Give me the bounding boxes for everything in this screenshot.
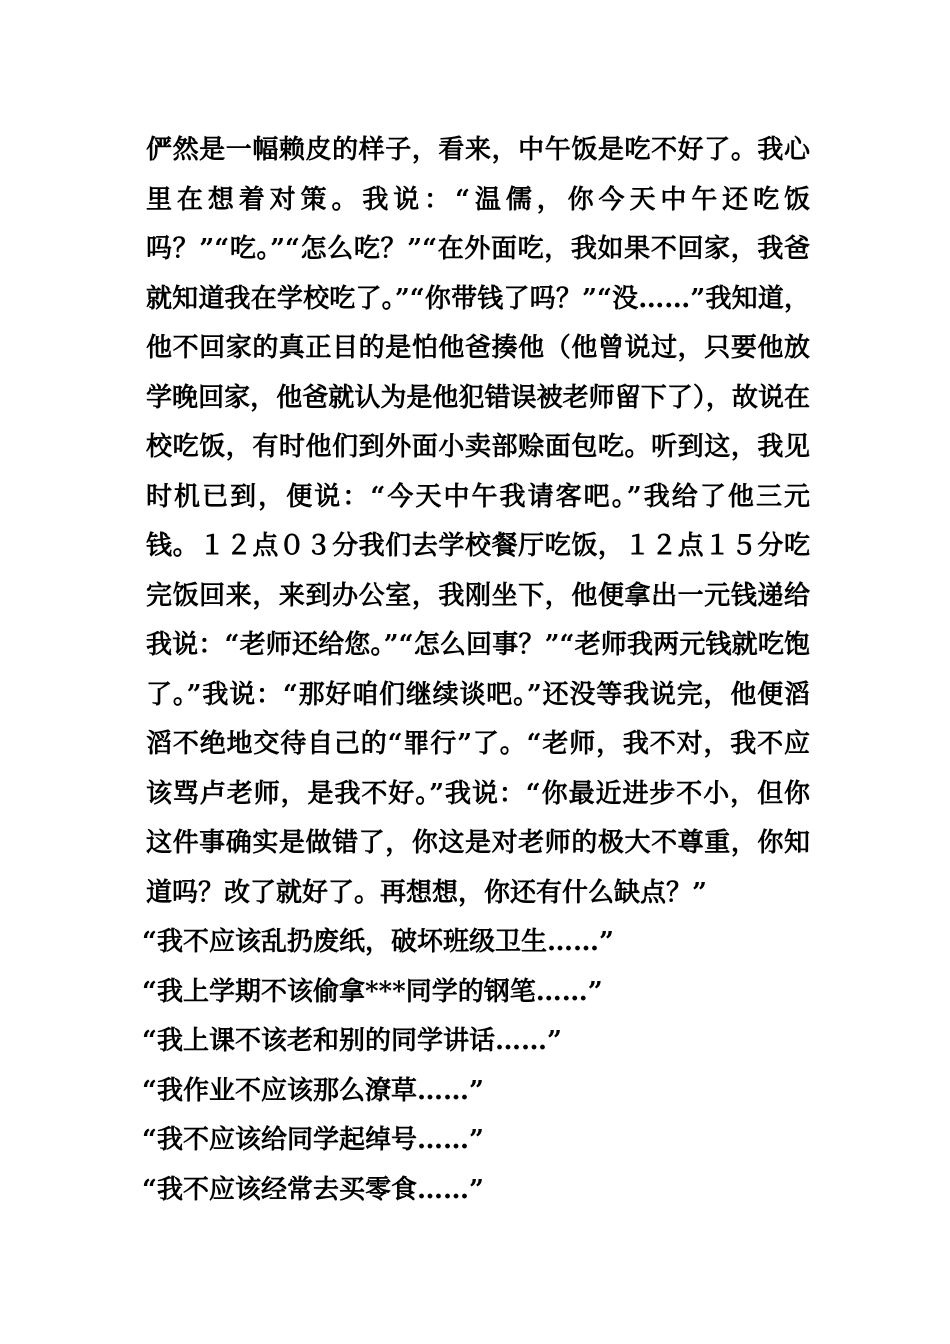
dialogue-line: “我上课不该老和别的同学讲话……” — [142, 1026, 562, 1056]
dialogue-line: “我不应该乱扔废纸，破坏班级卫生……” — [142, 927, 614, 957]
dialogue-line: “我上学期不该偷拿***同学的钢笔……” — [142, 976, 603, 1007]
dialogue-line: “我不应该给同学起绰号……” — [142, 1125, 484, 1155]
main-paragraph: 俨然是一幅赖皮的样子，看来，中午饭是吃不好了。我心里在想着对策。我说：“温儒，你今天中午还吃饭吗？”“吃。”“怎么吃？”“在外面吃，我如果不回家，我爸就知道我在学校吃了。”“你带钱了吗？”“没……”我知道，他不回家的真正目的是怕他爸揍他（他曾说过，只要他放学晚回家，他爸就认为是他犯错误被老师留下了），故说在校吃饭，有时他们到外面小卖部赊面包吃。听到这，我见时机已到，便说：“今天中午我请客吧。”我给了他三元钱。１２点０３分我们去学校餐厅吃饭，１２点１５分吃完饭回来，来到办公室，我刚坐下，他便拿出一元钱递给我说：“老师还给您。”“怎么回事？”“老师我两元钱就吃饱了。”我说：“那好咱们继续谈吧。”还没等我说完，他便滔滔不绝地交待自己的“罪行”了。“老师，我不对，我不应该骂卢老师，是我不好。”我说：“你最近进步不小，但你这件事确实是做错了，你这是对老师的极大不尊重，你知道吗？改了就好了。再想想，你还有什么缺点？” — [146, 135, 810, 908]
dialogue-line: “我不应该经常去买零食……” — [142, 1174, 484, 1205]
document-body — [142, 126, 810, 1215]
dialogue-line: “我作业不应该那么潦草……” — [142, 1075, 484, 1106]
